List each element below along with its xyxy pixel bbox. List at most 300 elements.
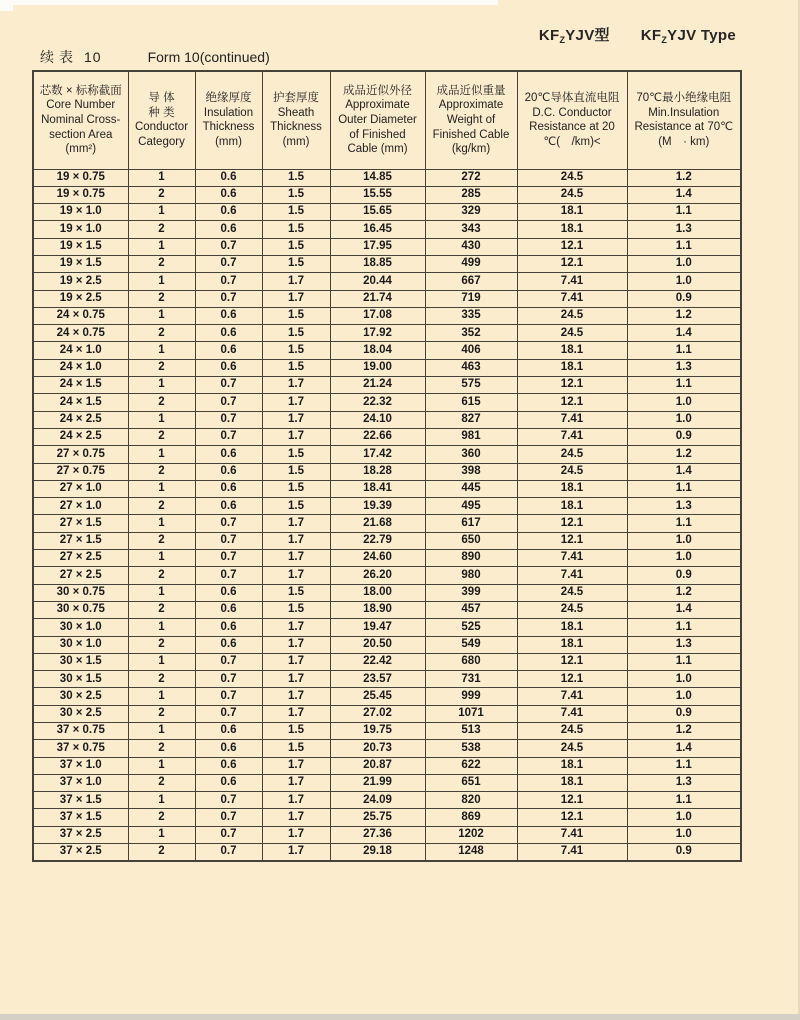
cell-sheath-thickness: 1.7 [262, 377, 330, 394]
cell-outer-diameter: 18.00 [330, 584, 425, 601]
cell-dc-resistance: 18.1 [517, 636, 627, 653]
cell-weight: 1202 [425, 826, 517, 843]
cell-dc-resistance: 18.1 [517, 619, 627, 636]
cell-dc-resistance: 12.1 [517, 238, 627, 255]
cell-dc-resistance: 7.41 [517, 550, 627, 567]
cell-conductor-category: 2 [128, 705, 195, 722]
cell-outer-diameter: 25.45 [330, 688, 425, 705]
cell-sheath-thickness: 1.5 [262, 498, 330, 515]
cell-dc-resistance: 7.41 [517, 826, 627, 843]
cell-sheath-thickness: 1.5 [262, 255, 330, 272]
cell-conductor-category: 1 [128, 480, 195, 497]
cell-min-insulation-resistance: 0.9 [627, 705, 741, 722]
table-row [33, 619, 741, 636]
cell-min-insulation-resistance: 1.1 [627, 377, 741, 394]
cell-core-size: 24 × 0.75 [33, 325, 128, 342]
cell-weight: 980 [425, 567, 517, 584]
cell-min-insulation-resistance: 1.0 [627, 411, 741, 428]
col-header-conductor-category [128, 71, 195, 169]
header-line: Thickness [202, 121, 255, 134]
cell-insulation-thickness: 0.7 [195, 809, 262, 826]
cell-outer-diameter: 19.39 [330, 498, 425, 515]
cell-weight: 499 [425, 255, 517, 272]
spec-table-container [32, 70, 742, 862]
header-line: Min.Insulation [648, 106, 720, 119]
cell-insulation-thickness: 0.7 [195, 567, 262, 584]
cell-weight: 667 [425, 273, 517, 290]
cell-core-size: 30 × 1.5 [33, 671, 128, 688]
cell-min-insulation-resistance: 1.3 [627, 636, 741, 653]
table-row [33, 290, 741, 307]
cell-sheath-thickness: 1.7 [262, 273, 330, 290]
table-row [33, 809, 741, 826]
cell-sheath-thickness: 1.5 [262, 325, 330, 342]
cell-insulation-thickness: 0.6 [195, 204, 262, 221]
table-row [33, 307, 741, 324]
table-row [33, 601, 741, 618]
cell-outer-diameter: 19.47 [330, 619, 425, 636]
cell-sheath-thickness: 1.5 [262, 480, 330, 497]
cell-dc-resistance: 12.1 [517, 394, 627, 411]
cell-outer-diameter: 18.90 [330, 601, 425, 618]
cell-insulation-thickness: 0.7 [195, 428, 262, 445]
header-line: 导 体 [148, 92, 175, 105]
cell-weight: 981 [425, 428, 517, 445]
cell-outer-diameter: 17.42 [330, 446, 425, 463]
cell-dc-resistance: 18.1 [517, 342, 627, 359]
cell-core-size: 27 × 1.0 [33, 498, 128, 515]
cell-dc-resistance: 7.41 [517, 705, 627, 722]
cell-outer-diameter: 17.08 [330, 307, 425, 324]
cell-weight: 329 [425, 204, 517, 221]
cell-outer-diameter: 15.55 [330, 186, 425, 203]
cell-weight: 719 [425, 290, 517, 307]
cell-weight: 622 [425, 757, 517, 774]
cell-insulation-thickness: 0.6 [195, 723, 262, 740]
cell-min-insulation-resistance: 0.9 [627, 290, 741, 307]
table-row [33, 169, 741, 186]
table-row [33, 636, 741, 653]
cell-min-insulation-resistance: 1.4 [627, 463, 741, 480]
cell-conductor-category: 1 [128, 688, 195, 705]
header-line: (kg/km) [451, 143, 491, 156]
cell-weight: 360 [425, 446, 517, 463]
cell-insulation-thickness: 0.6 [195, 446, 262, 463]
cell-min-insulation-resistance: 0.9 [627, 567, 741, 584]
table-row [33, 550, 741, 567]
cell-sheath-thickness: 1.7 [262, 671, 330, 688]
cell-min-insulation-resistance: 1.3 [627, 221, 741, 238]
cell-insulation-thickness: 0.6 [195, 342, 262, 359]
cell-outer-diameter: 17.92 [330, 325, 425, 342]
cell-sheath-thickness: 1.7 [262, 550, 330, 567]
cell-insulation-thickness: 0.6 [195, 740, 262, 757]
cell-dc-resistance: 18.1 [517, 498, 627, 515]
cell-weight: 1071 [425, 705, 517, 722]
cell-min-insulation-resistance: 1.1 [627, 515, 741, 532]
cell-dc-resistance: 24.5 [517, 723, 627, 740]
cell-conductor-category: 1 [128, 307, 195, 324]
cell-insulation-thickness: 0.7 [195, 394, 262, 411]
cell-conductor-category: 1 [128, 273, 195, 290]
table-row [33, 567, 741, 584]
table-row [33, 723, 741, 740]
cell-weight: 430 [425, 238, 517, 255]
cell-core-size: 37 × 1.5 [33, 792, 128, 809]
cell-min-insulation-resistance: 1.1 [627, 792, 741, 809]
cell-conductor-category: 2 [128, 567, 195, 584]
cell-dc-resistance: 7.41 [517, 290, 627, 307]
cell-core-size: 37 × 2.5 [33, 826, 128, 843]
table-row [33, 428, 741, 445]
cell-outer-diameter: 20.73 [330, 740, 425, 757]
cell-conductor-category: 1 [128, 342, 195, 359]
cell-conductor-category: 1 [128, 653, 195, 670]
cell-sheath-thickness: 1.7 [262, 705, 330, 722]
cell-conductor-category: 1 [128, 204, 195, 221]
cell-min-insulation-resistance: 1.0 [627, 255, 741, 272]
table-row [33, 238, 741, 255]
cell-dc-resistance: 24.5 [517, 584, 627, 601]
header-line: 成品近似外径 [343, 84, 412, 97]
cell-sheath-thickness: 1.5 [262, 463, 330, 480]
cell-insulation-thickness: 0.6 [195, 636, 262, 653]
cell-min-insulation-resistance: 1.1 [627, 342, 741, 359]
cell-insulation-thickness: 0.6 [195, 359, 262, 376]
cell-core-size: 24 × 0.75 [33, 307, 128, 324]
cell-weight: 827 [425, 411, 517, 428]
cell-weight: 352 [425, 325, 517, 342]
cell-insulation-thickness: 0.6 [195, 221, 262, 238]
cell-sheath-thickness: 1.7 [262, 774, 330, 791]
cell-core-size: 37 × 1.0 [33, 774, 128, 791]
cell-insulation-thickness: 0.7 [195, 826, 262, 843]
cell-outer-diameter: 16.45 [330, 221, 425, 238]
cell-weight: 617 [425, 515, 517, 532]
cell-weight: 615 [425, 394, 517, 411]
cell-sheath-thickness: 1.7 [262, 688, 330, 705]
cell-outer-diameter: 21.74 [330, 290, 425, 307]
cell-conductor-category: 1 [128, 792, 195, 809]
cell-dc-resistance: 12.1 [517, 809, 627, 826]
header-line: Resistance at 70℃ [634, 121, 734, 134]
cell-sheath-thickness: 1.7 [262, 653, 330, 670]
cell-min-insulation-resistance: 1.1 [627, 480, 741, 497]
cell-conductor-category: 1 [128, 584, 195, 601]
cell-weight: 399 [425, 584, 517, 601]
cell-weight: 495 [425, 498, 517, 515]
cell-dc-resistance: 18.1 [517, 480, 627, 497]
cell-sheath-thickness: 1.7 [262, 844, 330, 861]
table-row [33, 204, 741, 221]
cell-insulation-thickness: 0.6 [195, 186, 262, 203]
cell-insulation-thickness: 0.7 [195, 844, 262, 861]
cell-sheath-thickness: 1.7 [262, 809, 330, 826]
cell-insulation-thickness: 0.6 [195, 480, 262, 497]
cell-weight: 651 [425, 774, 517, 791]
cell-outer-diameter: 22.66 [330, 428, 425, 445]
cell-core-size: 27 × 2.5 [33, 567, 128, 584]
cell-core-size: 37 × 1.0 [33, 757, 128, 774]
cell-min-insulation-resistance: 1.2 [627, 446, 741, 463]
cell-dc-resistance: 12.1 [517, 653, 627, 670]
cell-core-size: 30 × 1.0 [33, 636, 128, 653]
cell-core-size: 27 × 2.5 [33, 550, 128, 567]
model-cn: $KF_ZYJV$型 [538, 27, 610, 45]
cell-weight: 1248 [425, 844, 517, 861]
cell-weight: 820 [425, 792, 517, 809]
cell-core-size: 30 × 2.5 [33, 688, 128, 705]
cell-insulation-thickness: 0.7 [195, 411, 262, 428]
cell-sheath-thickness: 1.5 [262, 169, 330, 186]
cell-insulation-thickness: 0.7 [195, 550, 262, 567]
table-row [33, 515, 741, 532]
cell-dc-resistance: 24.5 [517, 307, 627, 324]
cell-insulation-thickness: 0.7 [195, 377, 262, 394]
cell-min-insulation-resistance: 1.0 [627, 550, 741, 567]
cell-outer-diameter: 21.24 [330, 377, 425, 394]
header-line: Nominal Cross- [41, 113, 121, 126]
cell-dc-resistance: 7.41 [517, 411, 627, 428]
cell-insulation-thickness: 0.7 [195, 705, 262, 722]
cell-conductor-category: 2 [128, 428, 195, 445]
cell-sheath-thickness: 1.7 [262, 290, 330, 307]
cell-dc-resistance: 24.5 [517, 463, 627, 480]
cell-weight: 335 [425, 307, 517, 324]
col-header-core-size [33, 71, 128, 169]
cell-core-size: 24 × 2.5 [33, 428, 128, 445]
cell-sheath-thickness: 1.7 [262, 792, 330, 809]
cell-core-size: 30 × 2.5 [33, 705, 128, 722]
table-row [33, 377, 741, 394]
table-row [33, 653, 741, 670]
cell-outer-diameter: 22.42 [330, 653, 425, 670]
header-line: Sheath [277, 106, 315, 119]
header-line: (mm²) [65, 143, 97, 156]
cell-core-size: 27 × 0.75 [33, 463, 128, 480]
cell-sheath-thickness: 1.5 [262, 359, 330, 376]
cell-core-size: 19 × 2.5 [33, 290, 128, 307]
cell-dc-resistance: 18.1 [517, 774, 627, 791]
cell-conductor-category: 1 [128, 723, 195, 740]
cell-conductor-category: 2 [128, 844, 195, 861]
cell-weight: 538 [425, 740, 517, 757]
table-row [33, 359, 741, 376]
cell-weight: 272 [425, 169, 517, 186]
cell-outer-diameter: 19.75 [330, 723, 425, 740]
table-row [33, 774, 741, 791]
cell-sheath-thickness: 1.7 [262, 826, 330, 843]
table-row [33, 325, 741, 342]
cell-sheath-thickness: 1.5 [262, 740, 330, 757]
cell-sheath-thickness: 1.5 [262, 342, 330, 359]
cell-sheath-thickness: 1.7 [262, 567, 330, 584]
cell-dc-resistance: 12.1 [517, 377, 627, 394]
cell-weight: 680 [425, 653, 517, 670]
cell-outer-diameter: 18.28 [330, 463, 425, 480]
model-subscript: Z [661, 35, 668, 45]
cell-sheath-thickness: 1.7 [262, 428, 330, 445]
cell-core-size: 24 × 1.0 [33, 359, 128, 376]
cell-dc-resistance: 7.41 [517, 428, 627, 445]
cell-dc-resistance: 18.1 [517, 359, 627, 376]
header-line: Outer Diameter [338, 113, 417, 126]
header-line: Thickness [270, 121, 322, 134]
cell-core-size: 19 × 0.75 [33, 186, 128, 203]
cell-core-size: 37 × 2.5 [33, 844, 128, 861]
cell-insulation-thickness: 0.6 [195, 463, 262, 480]
cell-dc-resistance: 24.5 [517, 740, 627, 757]
cell-outer-diameter: 14.85 [330, 169, 425, 186]
cell-conductor-category: 2 [128, 463, 195, 480]
table-row [33, 844, 741, 861]
header-line: of Finished [349, 128, 406, 141]
cell-weight: 457 [425, 601, 517, 618]
cell-weight: 575 [425, 377, 517, 394]
cell-insulation-thickness: 0.6 [195, 307, 262, 324]
cell-outer-diameter: 25.75 [330, 809, 425, 826]
cell-dc-resistance: 18.1 [517, 757, 627, 774]
cell-dc-resistance: 24.5 [517, 446, 627, 463]
cell-conductor-category: 2 [128, 532, 195, 549]
table-row [33, 688, 741, 705]
header-line: 芯数 × 标称截面 [39, 84, 122, 97]
cell-core-size: 30 × 0.75 [33, 584, 128, 601]
table-row [33, 532, 741, 549]
cell-core-size: 24 × 1.5 [33, 377, 128, 394]
cell-conductor-category: 2 [128, 221, 195, 238]
cell-insulation-thickness: 0.7 [195, 653, 262, 670]
cell-outer-diameter: 21.68 [330, 515, 425, 532]
cell-outer-diameter: 21.99 [330, 774, 425, 791]
cell-insulation-thickness: 0.6 [195, 325, 262, 342]
cell-dc-resistance: 7.41 [517, 567, 627, 584]
header-line: Resistance at 20 [529, 121, 615, 134]
cell-sheath-thickness: 1.5 [262, 221, 330, 238]
table-row [33, 411, 741, 428]
table-row [33, 705, 741, 722]
table-row [33, 394, 741, 411]
cell-conductor-category: 2 [128, 498, 195, 515]
cell-outer-diameter: 18.04 [330, 342, 425, 359]
table-row [33, 792, 741, 809]
table-row [33, 342, 741, 359]
cell-conductor-category: 2 [128, 809, 195, 826]
cell-core-size: 19 × 0.75 [33, 169, 128, 186]
cell-dc-resistance: 18.1 [517, 204, 627, 221]
cell-outer-diameter: 18.85 [330, 255, 425, 272]
cell-outer-diameter: 24.60 [330, 550, 425, 567]
cell-core-size: 19 × 1.0 [33, 221, 128, 238]
cell-conductor-category: 1 [128, 757, 195, 774]
header-line: Conductor [134, 121, 189, 134]
cell-dc-resistance: 12.1 [517, 532, 627, 549]
cell-dc-resistance: 12.1 [517, 515, 627, 532]
cell-min-insulation-resistance: 1.0 [627, 671, 741, 688]
cell-min-insulation-resistance: 1.0 [627, 273, 741, 290]
cell-outer-diameter: 27.36 [330, 826, 425, 843]
cell-core-size: 30 × 0.75 [33, 601, 128, 618]
cell-conductor-category: 1 [128, 515, 195, 532]
cell-min-insulation-resistance: 1.1 [627, 653, 741, 670]
cell-weight: 650 [425, 532, 517, 549]
col-header-outer-diameter [330, 71, 425, 169]
cell-core-size: 19 × 1.0 [33, 204, 128, 221]
header-line: 20℃导体直流电阻 [524, 92, 620, 105]
cell-weight: 525 [425, 619, 517, 636]
cell-dc-resistance: 7.41 [517, 273, 627, 290]
table-row [33, 671, 741, 688]
cell-weight: 463 [425, 359, 517, 376]
cell-core-size: 24 × 1.5 [33, 394, 128, 411]
cell-min-insulation-resistance: 1.3 [627, 359, 741, 376]
cell-insulation-thickness: 0.6 [195, 774, 262, 791]
cell-conductor-category: 1 [128, 169, 195, 186]
table-row [33, 463, 741, 480]
table-row [33, 186, 741, 203]
header-line: D.C. Conductor [532, 106, 612, 119]
cell-conductor-category: 1 [128, 377, 195, 394]
cell-sheath-thickness: 1.5 [262, 446, 330, 463]
header-line: (mm) [215, 135, 242, 148]
cell-conductor-category: 2 [128, 601, 195, 618]
cell-min-insulation-resistance: 1.4 [627, 601, 741, 618]
cell-min-insulation-resistance: 1.1 [627, 238, 741, 255]
cell-outer-diameter: 22.32 [330, 394, 425, 411]
cell-sheath-thickness: 1.7 [262, 757, 330, 774]
header-row [33, 71, 741, 169]
cell-min-insulation-resistance: 1.2 [627, 584, 741, 601]
cell-min-insulation-resistance: 1.0 [627, 688, 741, 705]
cell-insulation-thickness: 0.7 [195, 671, 262, 688]
cell-core-size: 19 × 1.5 [33, 255, 128, 272]
cell-core-size: 37 × 1.5 [33, 809, 128, 826]
cell-min-insulation-resistance: 1.1 [627, 757, 741, 774]
cell-min-insulation-resistance: 1.0 [627, 809, 741, 826]
cell-min-insulation-resistance: 1.1 [627, 204, 741, 221]
cell-conductor-category: 2 [128, 255, 195, 272]
cell-min-insulation-resistance: 1.2 [627, 169, 741, 186]
cell-conductor-category: 2 [128, 359, 195, 376]
cell-outer-diameter: 15.65 [330, 204, 425, 221]
cell-conductor-category: 2 [128, 394, 195, 411]
header-line: 成品近似重量 [436, 84, 506, 97]
cell-min-insulation-resistance: 1.0 [627, 532, 741, 549]
cell-conductor-category: 1 [128, 411, 195, 428]
cell-min-insulation-resistance: 1.4 [627, 186, 741, 203]
header-line: Insulation [203, 106, 254, 119]
cell-weight: 731 [425, 671, 517, 688]
cell-conductor-category: 2 [128, 636, 195, 653]
cell-outer-diameter: 20.44 [330, 273, 425, 290]
cell-sheath-thickness: 1.7 [262, 532, 330, 549]
cell-outer-diameter: 20.50 [330, 636, 425, 653]
cell-conductor-category: 2 [128, 671, 195, 688]
cell-weight: 445 [425, 480, 517, 497]
caption-cn: 续表 [40, 49, 78, 65]
table-row [33, 757, 741, 774]
cell-weight: 398 [425, 463, 517, 480]
page-title [539, 24, 736, 45]
cell-core-size: 19 × 1.5 [33, 238, 128, 255]
cell-weight: 343 [425, 221, 517, 238]
table-row [33, 584, 741, 601]
table-caption [40, 47, 270, 67]
cell-insulation-thickness: 0.6 [195, 619, 262, 636]
table-row [33, 221, 741, 238]
cell-outer-diameter: 29.18 [330, 844, 425, 861]
header-line: Core Number [46, 99, 116, 112]
